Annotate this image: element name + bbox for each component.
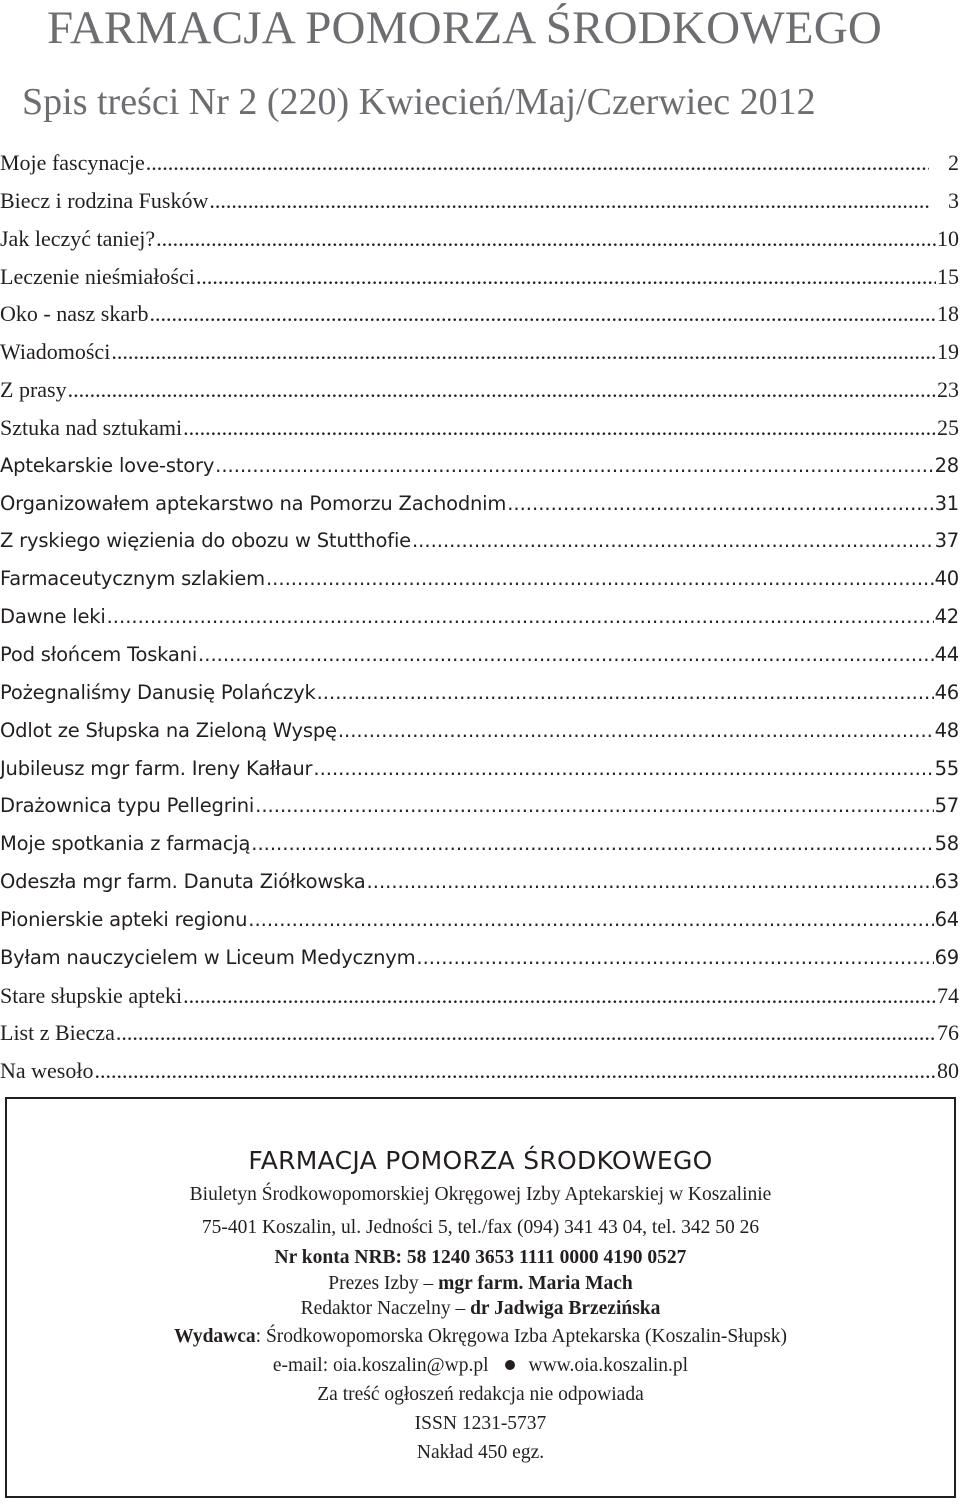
imprint-publication-title: FARMACJA POMORZA ŚRODKOWEGO	[248, 1146, 713, 1175]
email-link[interactable]: e-mail: oia.koszalin@wp.pl	[272, 1355, 489, 1376]
masthead	[0, 0, 960, 60]
toc-entry-title: Sztuka nad sztukami	[0, 414, 183, 440]
toc-dot-leader	[149, 295, 936, 333]
toc-entry-title: Oko - nasz skarb	[0, 301, 149, 327]
toc-entry[interactable]	[0, 1052, 960, 1090]
toc-entry-page: 80	[937, 1058, 959, 1084]
toc-entry-page: 48	[934, 718, 959, 742]
toc-entry-page: 74	[937, 982, 959, 1008]
toc-entry[interactable]	[0, 144, 960, 182]
toc-entry-page: 23	[937, 377, 959, 403]
toc-entry-page: 76	[937, 1020, 959, 1046]
toc-entry-title: Wiadomości	[0, 339, 111, 365]
toc-entry-title: Drażownica typu Pellegrini	[0, 794, 255, 818]
toc-dot-leader	[209, 182, 929, 220]
masthead-title: FARMACJA POMORZA ŚRODKOWEGO	[47, 2, 882, 54]
toc-dot-leader	[94, 1052, 936, 1090]
toc-entry-title: Organizowałem aptekarstwo na Pomorzu Zachodnim	[0, 491, 507, 515]
imprint-box	[5, 1097, 956, 1498]
imprint-bank-account: Nr konta NRB: 58 1240 3653 1111 0000 4190 0527	[274, 1247, 687, 1268]
imprint-subtitle: Biuletyn Środkowopomorskiej Okręgowej Izby Aptekarskiej w Koszalinie	[189, 1184, 772, 1205]
toc-dot-leader	[367, 863, 934, 901]
toc-entry[interactable]	[0, 409, 960, 447]
toc-dot-leader	[416, 939, 933, 977]
toc-entry[interactable]	[0, 977, 960, 1015]
toc-entry-page: 25	[937, 414, 959, 440]
toc-entry-title: Odlot ze Słupska na Zieloną Wyspę	[0, 718, 337, 742]
imprint-contact	[7, 1353, 954, 1379]
toc-entry-page: 44	[934, 642, 959, 666]
toc-entry[interactable]	[0, 295, 960, 333]
imprint-disclaimer: Za treść ogłoszeń redakcja nie odpowiada	[317, 1384, 644, 1405]
toc-entry[interactable]	[0, 674, 960, 712]
toc-entry[interactable]	[0, 750, 960, 788]
toc-entry-title: Biecz i rodzina Fusków	[0, 187, 209, 213]
editor-name: dr Jadwiga Brzezińska	[470, 1298, 661, 1319]
toc-dot-leader	[255, 787, 933, 825]
toc-dot-leader	[146, 144, 929, 182]
president-name: mgr farm. Maria Mach	[438, 1273, 633, 1294]
toc-entry-page: 42	[934, 605, 959, 629]
toc-entry-page: 19	[937, 339, 959, 365]
toc-entry-page: 64	[934, 907, 959, 931]
toc-entry-title: Pionierskie apteki regionu	[0, 907, 248, 931]
toc-dot-leader	[248, 901, 933, 939]
toc-dot-leader	[317, 674, 934, 712]
toc-entry[interactable]	[0, 333, 960, 371]
imprint-editor	[7, 1296, 954, 1322]
toc-entry[interactable]	[0, 182, 960, 220]
toc-dot-leader	[156, 220, 936, 258]
toc-entry[interactable]	[0, 447, 960, 485]
toc-entry-page: 2	[948, 150, 959, 175]
toc-entry[interactable]	[0, 598, 960, 636]
toc-entry[interactable]	[0, 825, 960, 863]
toc-entry[interactable]	[0, 371, 960, 409]
toc-entry[interactable]	[0, 560, 960, 598]
toc-entry-page: 37	[934, 529, 959, 553]
toc-entry-title: Na wesoło	[0, 1058, 94, 1084]
toc-entry-title: Pod słońcem Toskani	[0, 642, 198, 666]
toc-entry-page: 40	[934, 567, 959, 591]
toc-entry-page: 46	[934, 680, 959, 704]
editor-label: Redaktor Naczelny –	[300, 1298, 466, 1319]
toc-entry-page: 15	[937, 263, 959, 289]
toc-entry[interactable]	[0, 901, 960, 939]
imprint-address: 75-401 Koszalin, ul. Jedności 5, tel./fax (094) 341 43 04, tel. 342 50 26	[201, 1217, 760, 1238]
toc-entry-title: Odeszła mgr farm. Danuta Ziółkowska	[0, 870, 366, 894]
toc-entry-title: Jubileusz mgr farm. Ireny Kałłaur	[0, 756, 313, 780]
toc-entry[interactable]	[0, 1014, 960, 1052]
toc-entry-page: 28	[934, 453, 959, 477]
toc-dot-leader	[251, 825, 933, 863]
toc-entry-title: Leczenie nieśmiałości	[0, 263, 195, 289]
toc-entry-page: 31	[934, 491, 959, 515]
toc-dot-leader	[338, 712, 934, 750]
president-label: Prezes Izby –	[328, 1273, 434, 1294]
toc-dot-leader	[198, 636, 934, 674]
toc-entry-title: Z prasy	[0, 377, 67, 403]
toc-entry-page: 63	[934, 870, 959, 894]
toc-entry-page: 55	[934, 756, 959, 780]
toc-entry-page: 69	[934, 945, 959, 969]
toc-entry[interactable]	[0, 712, 960, 750]
toc-entry[interactable]	[0, 863, 960, 901]
toc-entry[interactable]	[0, 258, 960, 296]
toc-dot-leader	[68, 371, 936, 409]
toc-dot-leader	[107, 598, 934, 636]
table-of-contents	[0, 144, 960, 1090]
toc-entry-title: Stare słupskie apteki	[0, 982, 183, 1008]
toc-entry[interactable]	[0, 939, 960, 977]
toc-entry-title: Moje spotkania z farmacją	[0, 832, 251, 856]
toc-entry-title: Moje fascynacje	[0, 150, 145, 175]
toc-entry-title: Pożegnaliśmy Danusię Polańczyk	[0, 680, 316, 704]
toc-dot-leader	[183, 409, 936, 447]
toc-dot-leader	[183, 977, 936, 1015]
imprint-president	[7, 1271, 954, 1297]
toc-entry-title: Aptekarskie love-story	[0, 453, 215, 477]
toc-dot-leader	[196, 258, 936, 296]
toc-dot-leader	[215, 447, 933, 485]
toc-dot-leader	[313, 750, 933, 788]
toc-entry[interactable]	[0, 220, 960, 258]
toc-entry[interactable]	[0, 787, 960, 825]
toc-entry-title: Dawne leki	[0, 605, 106, 629]
website-link[interactable]: www.oia.koszalin.pl	[528, 1355, 689, 1376]
toc-entry-title: Farmaceutycznym szlakiem	[0, 567, 265, 591]
toc-dot-leader	[266, 560, 934, 598]
toc-dot-leader	[507, 485, 933, 523]
imprint-issn: ISSN 1231-5737	[414, 1413, 547, 1434]
toc-dot-leader	[111, 333, 936, 371]
toc-entry[interactable]	[0, 485, 960, 523]
publisher-value: : Środkowopomorska Okręgowa Izba Aptekarska (Koszalin-Słupsk)	[255, 1326, 787, 1347]
toc-entry-page: 18	[937, 301, 959, 327]
toc-heading: Spis treści Nr 2 (220) Kwiecień/Maj/Czerwiec 2012	[22, 81, 816, 123]
toc-dot-leader	[116, 1014, 936, 1052]
toc-entry-page: 58	[934, 832, 959, 856]
toc-entry-page: 57	[934, 794, 959, 818]
imprint-publisher	[7, 1324, 954, 1350]
toc-entry-page: 10	[937, 225, 959, 251]
toc-entry[interactable]	[0, 636, 960, 674]
imprint-print-run: Nakład 450 egz.	[416, 1442, 545, 1463]
toc-entry[interactable]	[0, 522, 960, 560]
toc-entry-title: List z Biecza	[0, 1020, 115, 1046]
publisher-label: Wydawca	[174, 1326, 256, 1347]
toc-entry-title: Z ryskiego więzienia do obozu w Stutthofie	[0, 529, 411, 553]
toc-entry-page: 3	[948, 187, 959, 213]
toc-dot-leader	[412, 522, 934, 560]
toc-entry-title: Jak leczyć taniej?	[0, 225, 156, 251]
bullet-separator-icon	[505, 1360, 515, 1370]
toc-entry-title: Byłam nauczycielem w Liceum Medycznym	[0, 945, 416, 969]
